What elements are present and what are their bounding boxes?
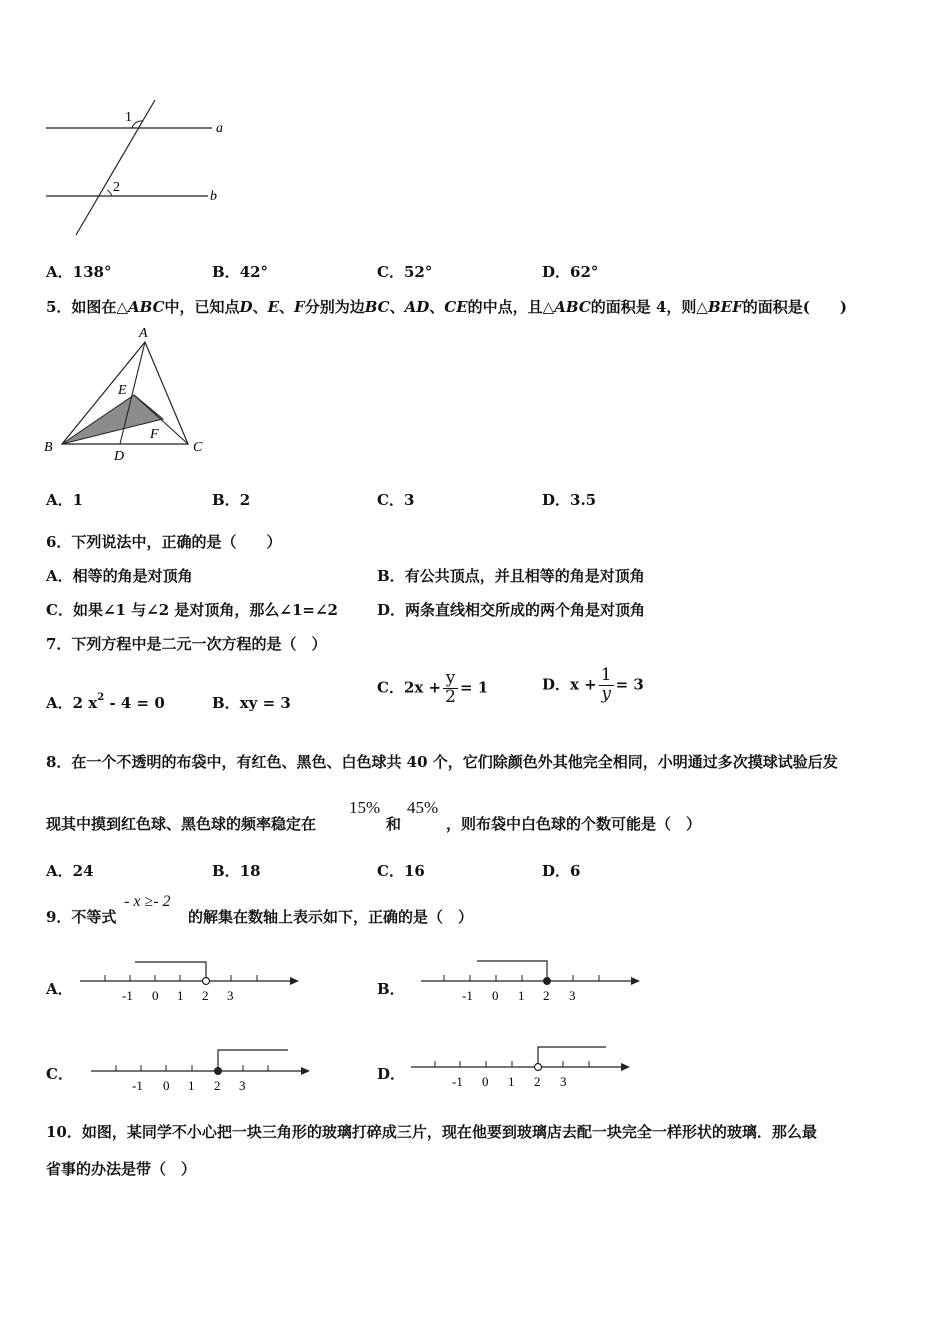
option-letter: C．	[377, 678, 404, 697]
q6-option-b[interactable]	[377, 565, 645, 586]
q5-stem-part: 、	[279, 298, 295, 316]
tick-label: -1	[122, 988, 133, 1003]
q8-line2-end: ，则布袋中白色球的个数可能是（ ）	[446, 815, 702, 833]
q5-option-a[interactable]	[46, 489, 83, 510]
option-letter: B．	[212, 694, 240, 712]
q10-line1: 10．如图，某同学不小心把一块三角形的玻璃打碎成三片，现在他要到玻璃店去配一块完全一样形状的玻璃．那么最	[46, 1123, 817, 1141]
arrow-head	[301, 1067, 310, 1075]
arrow-head	[621, 1063, 630, 1071]
option-text: x +	[570, 675, 597, 694]
option-letter: A．	[46, 263, 73, 281]
pct-45: 45%	[407, 798, 439, 817]
option-text: 42°	[239, 263, 269, 281]
q7-option-a[interactable]	[46, 692, 165, 713]
line-b-label: b	[210, 189, 217, 204]
option-text: 52°	[403, 263, 433, 281]
q5-stem-part: ABC	[554, 298, 591, 316]
q8-option-a[interactable]	[46, 860, 94, 881]
q5-stem-part: 分别为边	[304, 298, 365, 316]
option-text: = 1	[459, 678, 489, 697]
option-text: 如果∠1 与∠2 是对顶角，那么∠1=∠2	[72, 601, 338, 619]
q9-inequality: - x ≥- 2	[124, 893, 171, 910]
q6-option-c[interactable]	[46, 599, 338, 620]
tick-label: 0	[482, 1074, 489, 1089]
q4-option-b[interactable]	[212, 261, 268, 282]
label-c: C	[193, 440, 203, 455]
q5-stem-part: BC	[364, 298, 390, 316]
q5-stem-part: CE	[444, 298, 468, 316]
option-letter: D．	[542, 862, 571, 880]
q5-option-b[interactable]	[212, 489, 250, 510]
line-a-label: a	[216, 121, 223, 136]
q7-option-c[interactable]	[377, 670, 488, 707]
q8-option-b[interactable]	[212, 860, 261, 881]
q8-option-d[interactable]	[542, 860, 580, 881]
q5-stem-part: 的面积是 4，则△	[590, 298, 708, 316]
angle-2-arc	[107, 190, 112, 196]
q4-figure	[40, 95, 240, 240]
option-text: xy = 3	[239, 694, 291, 712]
tick-label: 1	[518, 988, 525, 1003]
angle-1-label: 1	[125, 110, 132, 125]
option-letter: B．	[212, 491, 240, 509]
option-text: = 3	[615, 675, 644, 694]
option-letter: D．	[542, 263, 571, 281]
option-text: 2x +	[403, 678, 442, 697]
solution-ray	[538, 1047, 606, 1067]
option-text: 两条直线相交所成的两个角是对顶角	[405, 601, 646, 619]
q6-stem: 6．下列说法中，正确的是（ ）	[46, 533, 282, 551]
q5-option-c[interactable]	[377, 489, 414, 510]
option-text: 3	[403, 491, 415, 509]
tick-label: 2	[214, 1078, 221, 1093]
q5-stem-part: 的面积是( )	[742, 298, 847, 316]
q8-text: 现其中摸到红色球、黑色球的频率稳定在	[46, 815, 317, 833]
arrow-head	[290, 977, 299, 985]
q9-option-b-letter[interactable]: B．	[377, 980, 405, 998]
pct-15: 15%	[349, 798, 381, 817]
option-text: 1	[72, 491, 84, 509]
q7-option-b[interactable]	[212, 692, 291, 713]
label-b: B	[44, 440, 53, 455]
tick-label: 1	[508, 1074, 515, 1089]
q5-stem-part: D	[239, 298, 253, 316]
q7-option-d[interactable]	[542, 667, 644, 704]
option-letter: A．	[46, 567, 73, 585]
tick-label: -1	[132, 1078, 143, 1093]
numerator: y	[443, 670, 458, 689]
tick-label: -1	[462, 988, 473, 1003]
tick-label: 3	[227, 988, 234, 1003]
option-letter: B．	[212, 862, 240, 880]
q5-stem	[46, 296, 847, 317]
transversal-line	[76, 100, 155, 235]
label-d: D	[114, 449, 125, 464]
option-text: 62°	[570, 263, 599, 281]
solution-ray	[477, 961, 547, 981]
q7-stem: 7．下列方程中是二元一次方程的是（ ）	[46, 635, 327, 653]
tick-label: 0	[152, 988, 159, 1003]
q5-stem-part: F	[294, 298, 305, 316]
option-text: 3.5	[570, 491, 597, 509]
q8-option-c[interactable]	[377, 860, 425, 881]
option-text: - 4 = 0	[104, 694, 165, 712]
open-endpoint	[535, 1064, 542, 1071]
option-letter: A．	[46, 694, 73, 712]
q5-stem-part: 、	[252, 298, 268, 316]
label-f: F	[150, 427, 159, 442]
tick-label: 0	[492, 988, 499, 1003]
tick-label: 3	[560, 1074, 567, 1089]
tick-label: 3	[569, 988, 576, 1003]
tick-label: 3	[239, 1078, 246, 1093]
tick-label: 2	[534, 1074, 541, 1089]
angle-2-label: 2	[113, 180, 120, 195]
option-letter: C．	[377, 491, 404, 509]
q5-stem-part: 的中点，且△	[467, 298, 555, 316]
option-letter: B．	[212, 263, 240, 281]
option-text: 2 x	[72, 694, 98, 712]
denominator: 2	[445, 686, 456, 707]
option-letter: D．	[377, 601, 406, 619]
q9-option-d-letter[interactable]: D．	[377, 1065, 406, 1083]
q5-stem-part: AD	[404, 298, 430, 316]
option-letter: C．	[377, 862, 404, 880]
q5-option-d[interactable]	[542, 489, 596, 510]
q8-line1: 8．在一个不透明的布袋中，有红色、黑色、白色球共 40 个，它们除颜色外其他完全相同，小明通过多次摸球试验后发	[46, 753, 838, 771]
q9-stem-pre: 9．不等式	[46, 908, 117, 926]
numerator: 1	[600, 665, 612, 685]
solution-ray	[218, 1050, 288, 1071]
q9-number-line-a[interactable]	[75, 955, 305, 1005]
label-a: A	[139, 326, 148, 341]
q9-number-line-d[interactable]	[408, 1040, 638, 1095]
q4-option-d[interactable]	[542, 261, 598, 282]
option-text: 有公共顶点，并且相等的角是对顶角	[404, 567, 645, 585]
option-text: 16	[403, 862, 425, 880]
q5-stem-part: ABC	[127, 298, 165, 316]
tick-label: 2	[202, 988, 209, 1003]
q5-stem-part: 、	[429, 298, 445, 316]
q10-line2: 省事的办法是带（ ）	[46, 1160, 197, 1178]
open-endpoint	[203, 978, 210, 985]
option-text: 相等的角是对顶角	[72, 567, 193, 585]
option-letter: A．	[46, 862, 73, 880]
denominator: y	[601, 683, 611, 704]
q6-option-d[interactable]	[377, 599, 645, 620]
tick-label: 1	[177, 988, 184, 1003]
tick-label: 0	[163, 1078, 170, 1093]
option-letter: C．	[46, 601, 73, 619]
q4-option-c[interactable]	[377, 261, 432, 282]
option-letter: D．	[542, 675, 571, 694]
fraction-1-over-y	[599, 667, 614, 704]
option-text: 18	[239, 862, 261, 880]
q4-option-a[interactable]	[46, 261, 111, 282]
option-letter: D．	[542, 491, 571, 509]
q9-option-c-letter[interactable]: C．	[46, 1065, 73, 1083]
q9-option-a-letter[interactable]: A．	[46, 980, 73, 998]
tick-label: -1	[452, 1074, 463, 1089]
q5-stem-part: E	[267, 298, 280, 316]
solution-ray	[135, 962, 206, 981]
fraction-y-over-2	[443, 670, 458, 707]
tick-label: 1	[188, 1078, 195, 1093]
q9-number-line-b[interactable]	[416, 955, 646, 1005]
closed-endpoint	[215, 1068, 222, 1075]
option-letter: C．	[377, 263, 404, 281]
exponent: 2	[97, 692, 105, 703]
option-text: 138°	[72, 263, 112, 281]
shaded-triangle-bef	[62, 395, 163, 444]
closed-endpoint	[544, 978, 551, 985]
option-letter: B．	[377, 567, 405, 585]
q8-and: 和	[386, 815, 402, 833]
q5-stem-part: 中，已知点	[164, 298, 240, 316]
q5-stem-part: BEF	[707, 298, 743, 316]
q6-option-a[interactable]	[46, 565, 193, 586]
tick-label: 2	[543, 988, 550, 1003]
option-text: 24	[72, 862, 94, 880]
label-e: E	[118, 383, 127, 398]
q8-line2	[46, 813, 316, 834]
q9-number-line-c[interactable]	[88, 1040, 318, 1095]
option-text: 2	[239, 491, 251, 509]
q5-stem-part: 5．如图在△	[46, 298, 128, 316]
q5-triangle-figure	[40, 322, 220, 467]
arrow-head	[631, 977, 640, 985]
q5-stem-part: 、	[389, 298, 405, 316]
option-text: 6	[570, 862, 581, 880]
option-letter: A．	[46, 491, 73, 509]
q9-stem-post: 的解集在数轴上表示如下，正确的是（ ）	[188, 908, 474, 926]
